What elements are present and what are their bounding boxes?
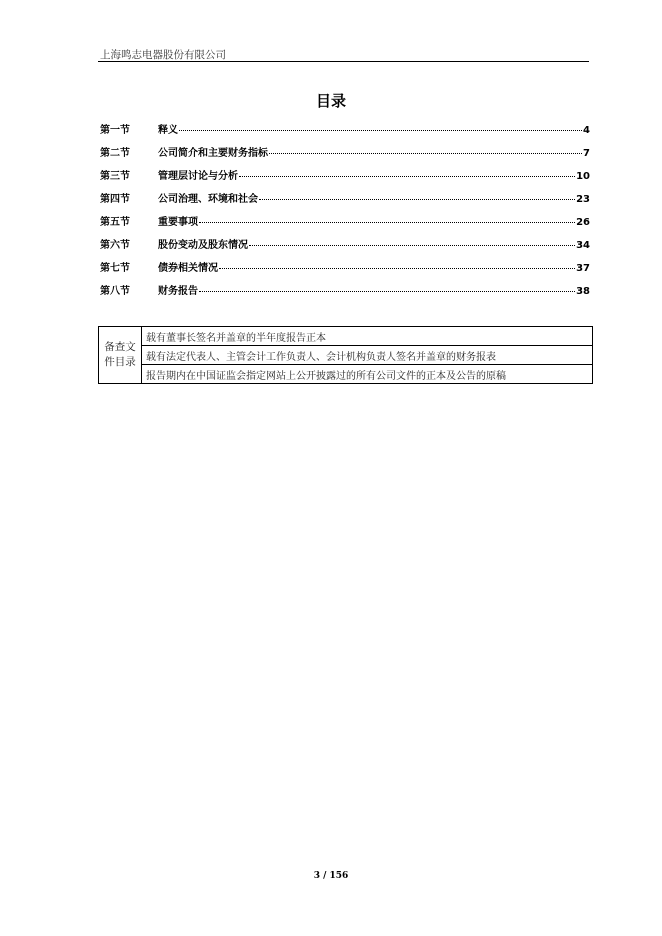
toc-section-number: 第五节 [100, 217, 130, 228]
toc-leader-dots [179, 130, 582, 131]
toc-section-number: 第七节 [100, 263, 130, 274]
toc-leader-dots [259, 199, 575, 200]
page-number-footer: 3 / 156 [313, 871, 349, 881]
toc-leader-dots [219, 268, 575, 269]
toc-page-number: 38 [576, 286, 590, 297]
reference-document-item: 载有法定代表人、主管会计工作负责人、会计机构负责人签名并盖章的财务报表 [142, 346, 593, 365]
toc-section-name: 债券相关情况 [158, 263, 218, 274]
toc-leader-dots [249, 245, 575, 246]
toc-page-number: 10 [576, 171, 590, 182]
toc-section-name: 管理层讨论与分析 [158, 171, 238, 182]
toc-section-number: 第二节 [100, 148, 130, 159]
toc-leader-dots [239, 176, 575, 177]
table-row [99, 327, 593, 346]
toc-section-name: 股份变动及股东情况 [158, 240, 248, 251]
reference-documents-table [98, 326, 593, 384]
toc-page-number: 4 [583, 125, 590, 136]
toc-section-number: 第八节 [100, 286, 130, 297]
toc-entry[interactable] [100, 167, 590, 190]
toc-entry[interactable] [100, 144, 590, 167]
toc-leader-dots [199, 222, 575, 223]
page-title: 目录 [315, 92, 346, 110]
toc-entry[interactable] [100, 282, 590, 305]
toc-page-number: 7 [583, 148, 590, 159]
toc-leader-dots [199, 291, 575, 292]
header-company-name: 上海鸣志电器股份有限公司 [100, 49, 226, 61]
table-of-contents [100, 121, 590, 305]
table-row [99, 365, 593, 384]
toc-leader-dots [269, 153, 582, 154]
toc-section-name: 重要事项 [158, 217, 198, 228]
toc-entry[interactable] [100, 213, 590, 236]
toc-page-number: 37 [576, 263, 590, 274]
header-divider [98, 61, 589, 62]
toc-section-name: 财务报告 [158, 286, 198, 297]
toc-section-name: 释义 [158, 125, 178, 136]
reference-document-item: 报告期内在中国证监会指定网站上公开披露过的所有公司文件的正本及公告的原稿 [142, 365, 593, 384]
toc-section-number: 第六节 [100, 240, 130, 251]
toc-section-name: 公司简介和主要财务指标 [158, 148, 268, 159]
table-row [99, 346, 593, 365]
reference-document-item: 载有董事长签名并盖章的半年度报告正本 [142, 327, 593, 346]
toc-page-number: 23 [576, 194, 590, 205]
toc-entry[interactable] [100, 190, 590, 213]
toc-page-number: 26 [576, 217, 590, 228]
toc-section-number: 第四节 [100, 194, 130, 205]
toc-section-name: 公司治理、环境和社会 [158, 194, 258, 205]
toc-entry[interactable] [100, 259, 590, 282]
toc-section-number: 第三节 [100, 171, 130, 182]
toc-page-number: 34 [576, 240, 590, 251]
toc-section-number: 第一节 [100, 125, 130, 136]
toc-entry[interactable] [100, 121, 590, 144]
reference-documents-label: 备查文件目录 [99, 327, 142, 384]
toc-entry[interactable] [100, 236, 590, 259]
